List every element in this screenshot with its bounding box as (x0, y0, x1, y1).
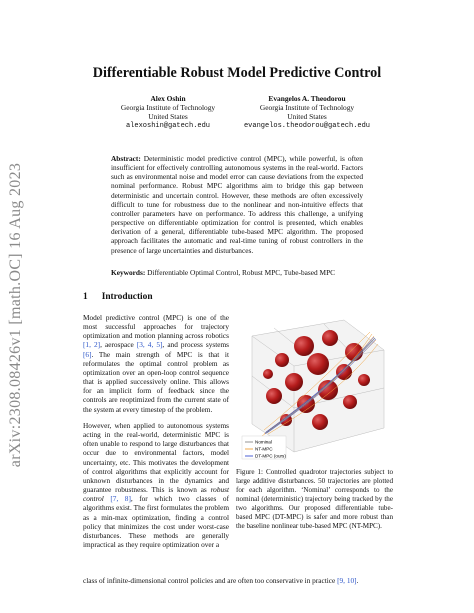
figure-quadrotor-trajectories (234, 316, 394, 464)
abstract-text: Deterministic model predictive control (MPC), while powerful, is often insufficient for effectively controlling autonomous systems in the real-world. Factors such as environmental noise and model error can cause deviations from the expected nominal performance. Robust MPC algorithms aim to bridge this gap between deterministic and uncertain control. However, these methods are often excessively difficult to tune for robustness due to the nonlinear and non-intuitive effects that controller parameters have on performance. To address this challenge, a unifying perspective on differentiable optimization for control is presented, which enables derivation of a general, differentiable tube-based MPC algorithm. The proposed approach facilitates the automatic and real-time tuning of robust controllers in the presence of large uncertainties and disturbances. (111, 154, 363, 255)
figure-legend (242, 436, 286, 459)
plot-axes (252, 320, 384, 452)
legend-nt-mpc: NT-MPC (255, 446, 273, 452)
citation-link[interactable]: [7, 8] (110, 494, 131, 504)
caption-text: Controlled quadrotor trajectories subject to large additive disturbances. 50 trajectories are plotted for each algorithm. ‘Nominal’ corresponds to the nominal (deterministic) trajectory being tracked by the two algorithms. Our proposed differentiable tube-based MPC (DT-MPC) is safer and more robust than the baseline nonlinear tube-based MPC (NT-MPC). (236, 468, 393, 531)
author-country: United States (148, 112, 188, 122)
citation-link[interactable]: [1, 2] (83, 340, 101, 350)
paper-title: Differentiable Robust Model Predictive Control (92, 65, 382, 81)
arxiv-stamp-text: arXiv:2308.08426v1 [math.OC] 16 Aug 2023 (7, 162, 25, 468)
author-affiliation: Georgia Institute of Technology (259, 103, 355, 113)
text-run: . The main strength of MPC is that it reformulates the optimal control problem as optimization over an open-loop control sequence that is applied successively online. This allows for an implicit form of feedback since the controls are reoptimized from the current state of the system at every timestep of the problem. (83, 349, 229, 414)
citation-link[interactable]: [3, 4, 5] (136, 340, 163, 350)
author-affiliation: Georgia Institute of Technology (120, 103, 216, 113)
author-country: United States (287, 112, 327, 122)
keywords-text: Differentiable Optimal Control, Robust MPC, Tube-based MPC (147, 268, 336, 277)
intro-paragraph-1 (83, 313, 229, 414)
text-run: However, when applied to autonomous systems acting in the real-world, deterministic MPC is often unable to respond to large disturbances that occur due to environmental factors, model uncertainty, etc. This motivates the development of control algorithms that explicitly account for unknown disturbances in the dynamics and guarantee robustness. This is known as (83, 421, 229, 495)
author-email[interactable]: alexoshin@gatech.edu (125, 121, 210, 130)
author-block-2 (232, 94, 382, 131)
author-name: Alex Oshin (150, 94, 186, 103)
author-email[interactable]: evangelos.theodorou@gatech.edu (243, 121, 371, 130)
abstract-label: Abstract: (111, 154, 141, 163)
section-heading (83, 292, 153, 302)
author-name: Evangelos A. Theodorou (268, 94, 346, 103)
citation-link[interactable]: [9, 10] (337, 576, 357, 585)
legend-nominal: Nominal (255, 439, 272, 445)
text-run: , and process systems (162, 340, 230, 350)
author-block-1 (88, 94, 248, 131)
legend-dt-mpc: DT-MPC (ours) (255, 453, 286, 459)
intro-paragraph-2-continued (83, 576, 393, 585)
section-number: 1 (83, 292, 88, 302)
arxiv-stamp (4, 150, 28, 480)
text-run: , aerospace (100, 340, 137, 350)
intro-paragraph-2 (83, 421, 229, 549)
text-run: Model predictive control (MPC) is one of the most successful approaches for trajectory optimization and motion planning across robotics (83, 313, 229, 341)
text-run: , for which two classes of algorithms exist. The first formulates the problem as a min-max optimization, finding a control policy that minimizes the cost under worst-case disturbances. These methods are generally impractical as they require optimization over a (83, 494, 229, 550)
abstract (111, 154, 363, 255)
keywords-label: Keywords: (111, 268, 146, 277)
text-run: . (356, 576, 359, 585)
emphasis-text: robust control (83, 485, 229, 504)
citation-link[interactable]: [6] (83, 349, 92, 359)
section-title: Introduction (101, 292, 153, 302)
caption-label: Figure 1: (236, 468, 264, 476)
text-run: class of infinite-dimensional control policies and are often too conservative in practice (83, 576, 338, 585)
figure-caption (236, 468, 393, 531)
keywords (111, 268, 363, 277)
